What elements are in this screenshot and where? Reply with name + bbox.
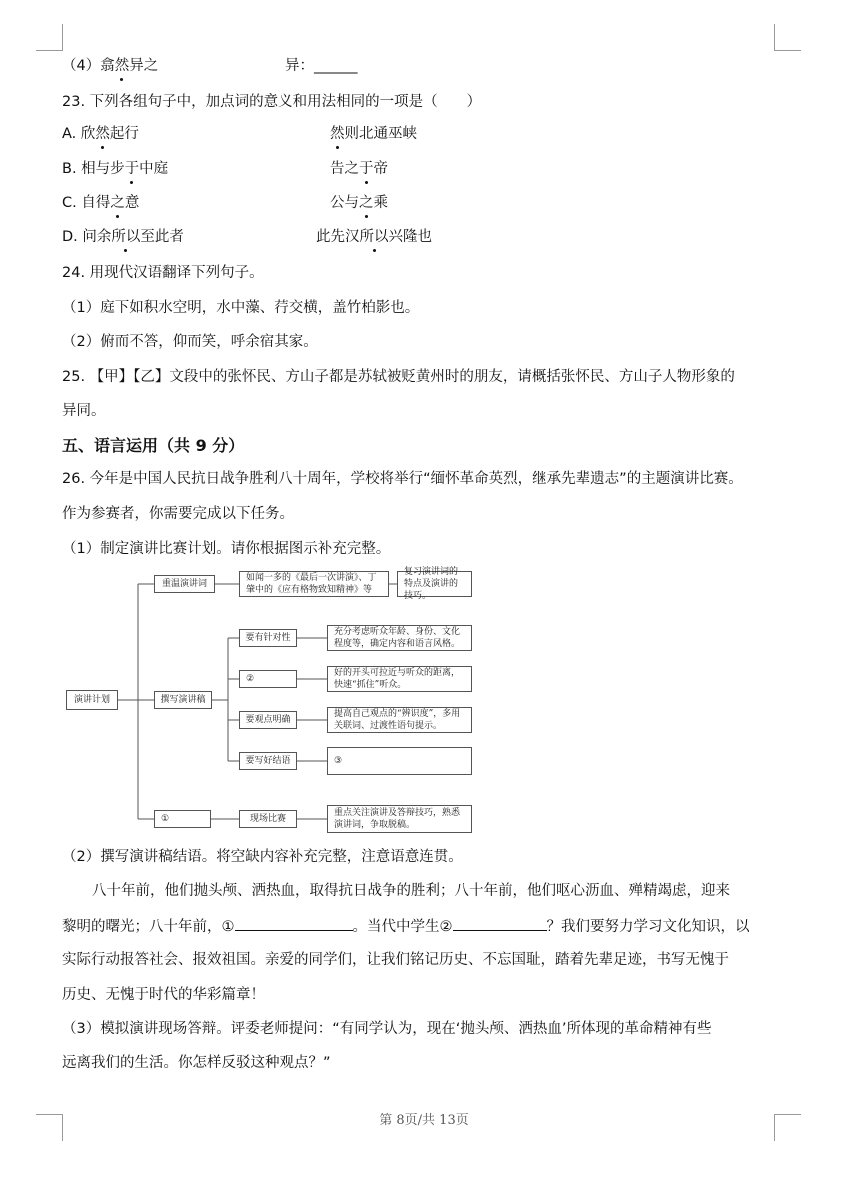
node-w2-desc: 好的开头可拉近与听众的距离，快速“抓住”听众。 — [327, 666, 472, 692]
q25-stem-line1: 25. 【甲】【乙】文段中的张怀民、方山子都是苏轼被贬黄州时的朋友，请概括张怀民、方山子人物形象的 — [62, 369, 735, 385]
node-w4: 要写好结语 — [239, 752, 297, 770]
node-root: 演讲计划 — [66, 690, 118, 710]
node-w4-desc-blank[interactable]: ③ — [327, 747, 472, 775]
answer-blank-2[interactable] — [453, 916, 547, 931]
q23-option-a-left[interactable]: A. 欣然起行 — [62, 126, 139, 142]
q24-stem: 24. 用现代汉语翻译下列句子。 — [62, 265, 264, 281]
speech-plan-diagram — [62, 568, 482, 838]
q26-paragraph-line1: 八十年前，他们抛头颅、洒热血，取得抗日战争的胜利；八十年前，他们呕心沥血、殚精竭虑，迎来 — [92, 883, 730, 899]
q26-paragraph-line3: 实际行动报答社会、报效祖国。亲爱的同学们，让我们铭记历史、不忘国耻，踏着先辈足迹，书写无愧于 — [62, 952, 729, 968]
q22-item-4-answer: 异：______ — [285, 58, 358, 74]
q23-stem: 23. 下列各组句子中，加点词的意义和用法相同的一项是（ ） — [62, 94, 482, 110]
dotted-char: 然 — [114, 58, 130, 74]
node-live-desc: 重点关注演讲及答辩技巧，熟悉演讲词，争取脱稿。 — [327, 805, 472, 833]
q26-stem-line1: 26. 今年是中国人民抗日战争胜利八十周年，学校将举行“缅怀革命英烈，继承先辈遗志”的主题演讲比赛。 — [62, 471, 743, 487]
node-w2-blank[interactable]: ② — [239, 670, 297, 688]
q25-stem-line2: 异同。 — [62, 403, 106, 419]
q22-item-4: （4）翕然异之 — [62, 58, 159, 74]
crop-mark-top-left — [36, 24, 63, 51]
q24-sentence-1: （1）庭下如积水空明，水中藻、荇交横，盖竹柏影也。 — [62, 300, 420, 316]
q23-option-b-left[interactable]: B. 相与步于中庭 — [62, 161, 169, 177]
node-w1-desc: 充分考虑听众年龄、身份、文化程度等，确定内容和语言风格。 — [327, 625, 472, 651]
q26-task-3-line2: 远离我们的生活。你怎样反驳这种观点？” — [62, 1055, 331, 1071]
q23-option-c-left[interactable]: C. 自得之意 — [62, 195, 140, 211]
node-live: 现场比赛 — [239, 810, 297, 828]
q24-sentence-2: （2）俯而不答，仰而笑，呼余宿其家。 — [62, 334, 318, 350]
diagram-connectors — [62, 568, 482, 838]
answer-blank-1[interactable] — [235, 916, 353, 931]
node-review-goal: 复习演讲词的特点及演讲的技巧。 — [397, 571, 472, 597]
page-footer: 第 8页/共 13页 — [379, 1113, 469, 1128]
node-review-desc: 如闻一多的《最后一次讲演》、丁肇中的《应有格物致知精神》等 — [239, 571, 389, 597]
q23-option-d-left[interactable]: D. 问余所以至此者 — [62, 229, 184, 245]
node-w1: 要有针对性 — [239, 629, 297, 647]
node-review: 重温演讲词 — [154, 575, 215, 593]
q23-option-d-right: 此先汉所以兴隆也 — [316, 229, 432, 245]
q23-option-c-right: 公与之乘 — [330, 195, 388, 211]
q26-task-3-line1: （3）模拟演讲现场答辩。评委老师提问：“有同学认为，现在‘抛头颅、洒热血’所体现的革命精神有些 — [62, 1021, 712, 1037]
crop-mark-top-right — [774, 24, 801, 51]
q26-stem-line2: 作为参赛者，你需要完成以下任务。 — [62, 506, 294, 522]
node-w3: 要观点明确 — [239, 711, 297, 729]
q26-paragraph-line2: 黎明的曙光；八十年前，① 。当代中学生② ？我们要努力学习文化知识，以 — [62, 916, 750, 937]
section-title: 五、语言运用（共 9 分） — [62, 436, 245, 455]
answer-blank[interactable]: ______ — [314, 58, 358, 74]
q23-option-b-right: 告之于帝 — [330, 161, 388, 177]
node-w3-desc: 提高自己观点的“辨识度”，多用关联词、过渡性语句提示。 — [327, 707, 472, 733]
node-blank-1[interactable]: ① — [154, 810, 211, 828]
node-write: 撰写演讲稿 — [154, 691, 212, 709]
q26-task-2: （2）撰写演讲稿结语。将空缺内容补充完整，注意语意连贯。 — [62, 849, 463, 865]
q23-option-a-right: 然则北通巫峡 — [330, 126, 417, 142]
q26-task-1: （1）制定演讲比赛计划。请你根据图示补充完整。 — [62, 541, 391, 557]
q26-paragraph-line4: 历史、无愧于时代的华彩篇章！ — [62, 987, 265, 1003]
